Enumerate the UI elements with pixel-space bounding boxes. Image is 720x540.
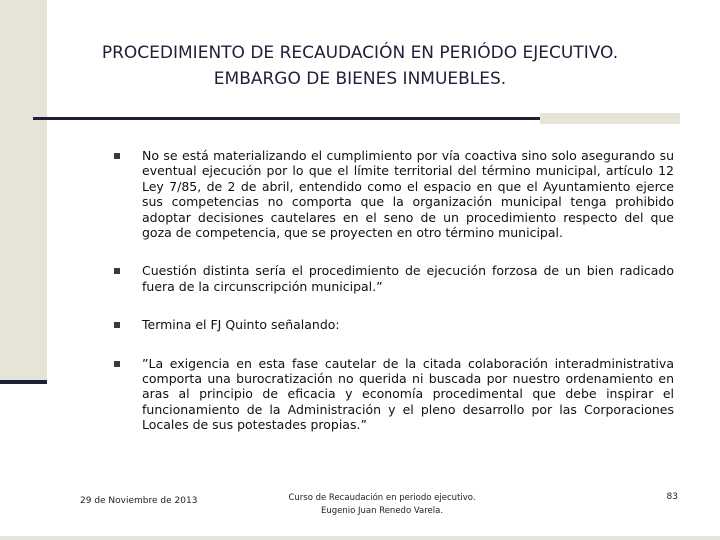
slide-body bbox=[112, 148, 674, 433]
title-divider-accent bbox=[540, 113, 680, 124]
footer-date: 29 de Noviembre de 2013 bbox=[80, 496, 198, 506]
bullet-item bbox=[112, 263, 674, 294]
bullet-item bbox=[112, 356, 674, 433]
left-band-rule bbox=[0, 380, 47, 384]
bullet-item bbox=[112, 317, 674, 332]
footer-author: Eugenio Juan Renedo Varela. bbox=[320, 506, 444, 516]
square-bullet-icon bbox=[114, 361, 120, 367]
left-decorative-band bbox=[0, 0, 47, 383]
bottom-decorative-band bbox=[0, 536, 720, 540]
bullet-text: Termina el FJ Quinto señalando: bbox=[142, 317, 340, 333]
square-bullet-icon bbox=[114, 153, 120, 159]
bullet-text: No se está materializando el cumplimiento por vía coactiva sino solo asegurando su eventual ejecución por lo que el límite territorial del término municipal, artículo 12 Ley 7/85, de 2 de abril, entendido como el espacio en que el Ayuntamiento ejerce sus competencias no comporta que la organización municipal tenga prohibido adoptar decisiones cautelares en el seno de un procedimiento respecto del que goza de competencia, que se proyecten en otro término municipal. bbox=[142, 148, 674, 241]
footer-course-title: Curso de Recaudación en periodo ejecutivo. bbox=[288, 493, 476, 503]
bullet-text: ”La exigencia en esta fase cautelar de la citada colaboración interadministrativa comporta una burocratización no querida ni buscada por nuestro ordenamiento en aras al principio de eficacia y economía procedimental que debe inspirar el funcionamiento de la Administración y el pleno desarrollo por las Corporaciones Locales de sus potestades propias.” bbox=[142, 355, 674, 433]
square-bullet-icon bbox=[114, 322, 120, 328]
slide-page-number: 83 bbox=[666, 492, 678, 502]
slide-title-line-1: PROCEDIMIENTO DE RECAUDACIÓN EN PERIÓDO EJECUTIVO. bbox=[101, 43, 619, 63]
bullet-item bbox=[112, 148, 674, 240]
slide-title-line-2: EMBARGO DE BIENES INMUEBLES. bbox=[213, 69, 507, 89]
footer-course-info bbox=[262, 492, 502, 518]
square-bullet-icon bbox=[114, 268, 120, 274]
slide-title bbox=[60, 40, 660, 92]
bullet-text: Cuestión distinta sería el procedimiento de ejecución forzosa de un bien radicado fuera de la circunscripción municipal.” bbox=[142, 263, 674, 294]
title-divider bbox=[33, 117, 540, 120]
